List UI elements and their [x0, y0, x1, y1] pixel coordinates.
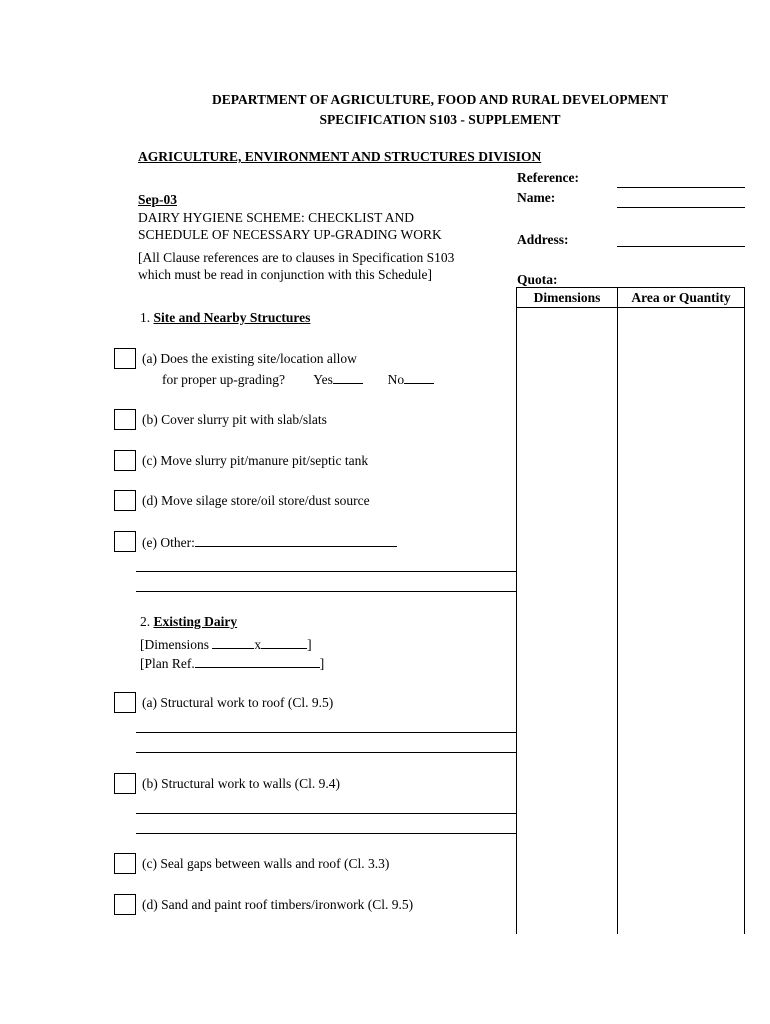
roof-write-line-2[interactable] [136, 752, 516, 753]
dimensions-prefix: [Dimensions [140, 637, 209, 652]
address-field[interactable] [617, 246, 745, 247]
quota-label: Quota: [517, 272, 558, 287]
section2-heading [140, 613, 237, 630]
section1-write-line-1[interactable] [136, 571, 516, 572]
scheme-title-line2: SCHEDULE OF NECESSARY UP-GRADING WORK [138, 227, 442, 242]
item-site-allow-line2 [162, 370, 434, 388]
section2-number: 2. [140, 614, 151, 629]
checkbox-move-silage[interactable] [114, 490, 136, 511]
checkbox-roof-structural[interactable] [114, 692, 136, 713]
scheme-title-line1: DAIRY HYGIENE SCHEME: CHECKLIST AND [138, 210, 415, 225]
checkbox-site-allow[interactable] [114, 348, 136, 369]
section1-number: 1. [140, 310, 151, 325]
item-move-silage: (d) Move silage store/oil store/dust source [142, 493, 370, 508]
checkbox-sand-paint[interactable] [114, 894, 136, 915]
name-field[interactable] [617, 207, 745, 208]
item-site-allow-line1: (a) Does the existing site/location allow [142, 351, 357, 366]
section1-heading [140, 309, 310, 326]
address-label: Address: [517, 232, 569, 247]
dimensions-column-header: Dimensions [533, 290, 601, 305]
yes-label: Yes [313, 372, 333, 387]
checkbox-seal-gaps[interactable] [114, 853, 136, 874]
other-blank[interactable] [195, 533, 397, 547]
reference-label: Reference: [517, 170, 579, 185]
item-walls-structural: (b) Structural work to walls (Cl. 9.4) [142, 776, 340, 791]
checkbox-cover-slurry[interactable] [114, 409, 136, 430]
item-roof-structural: (a) Structural work to roof (Cl. 9.5) [142, 695, 334, 710]
item-site-allow-question: for proper up-grading? [162, 372, 285, 387]
reference-field[interactable] [617, 187, 745, 188]
clause-note-line2: which must be read in conjunction with this Schedule] [138, 267, 432, 282]
checkbox-walls-structural[interactable] [114, 773, 136, 794]
item-other [142, 533, 397, 551]
dimensions-blank-1[interactable] [212, 635, 254, 649]
section2-title: Existing Dairy [153, 614, 238, 629]
yes-blank[interactable] [333, 370, 363, 384]
item-cover-slurry: (b) Cover slurry pit with slab/slats [142, 412, 327, 427]
section1-write-line-2[interactable] [136, 591, 516, 592]
plan-ref-suffix: ] [319, 656, 325, 671]
checkbox-move-slurry[interactable] [114, 450, 136, 471]
area-quantity-column-header: Area or Quantity [631, 290, 731, 305]
checkbox-other[interactable] [114, 531, 136, 552]
table-column-divider [617, 287, 618, 934]
dimensions-line [140, 635, 312, 653]
table-top-border [516, 287, 745, 288]
table-left-border [516, 287, 517, 934]
walls-write-line-2[interactable] [136, 833, 516, 834]
plan-ref-blank[interactable] [195, 654, 320, 668]
dimensions-x: x [254, 637, 262, 652]
walls-write-line-1[interactable] [136, 813, 516, 814]
document-subtitle: SPECIFICATION S103 - SUPPLEMENT [319, 112, 561, 127]
no-blank[interactable] [404, 370, 434, 384]
item-sand-paint: (d) Sand and paint roof timbers/ironwork (Cl. 9.5) [142, 897, 414, 912]
item-seal-gaps: (c) Seal gaps between walls and roof (Cl. 3.3) [142, 856, 390, 871]
item-other-label: (e) Other: [142, 535, 195, 550]
dimensions-suffix: ] [307, 637, 312, 652]
roof-write-line-1[interactable] [136, 732, 516, 733]
no-label: No [387, 372, 405, 387]
item-move-slurry: (c) Move slurry pit/manure pit/septic tank [142, 453, 369, 468]
plan-ref-prefix: [Plan Ref. [140, 656, 195, 671]
table-right-border [744, 287, 745, 934]
division-heading: AGRICULTURE, ENVIRONMENT AND STRUCTURES DIVISION [138, 149, 542, 164]
name-label: Name: [517, 190, 556, 205]
document-title: DEPARTMENT OF AGRICULTURE, FOOD AND RURAL DEVELOPMENT [212, 92, 668, 107]
dimensions-blank-2[interactable] [261, 635, 307, 649]
section1-title: Site and Nearby Structures [153, 310, 311, 325]
table-header-border [516, 307, 745, 308]
plan-ref-line [140, 654, 324, 672]
clause-note-line1: [All Clause references are to clauses in Specification S103 [138, 250, 455, 265]
date-label: Sep-03 [138, 192, 178, 207]
